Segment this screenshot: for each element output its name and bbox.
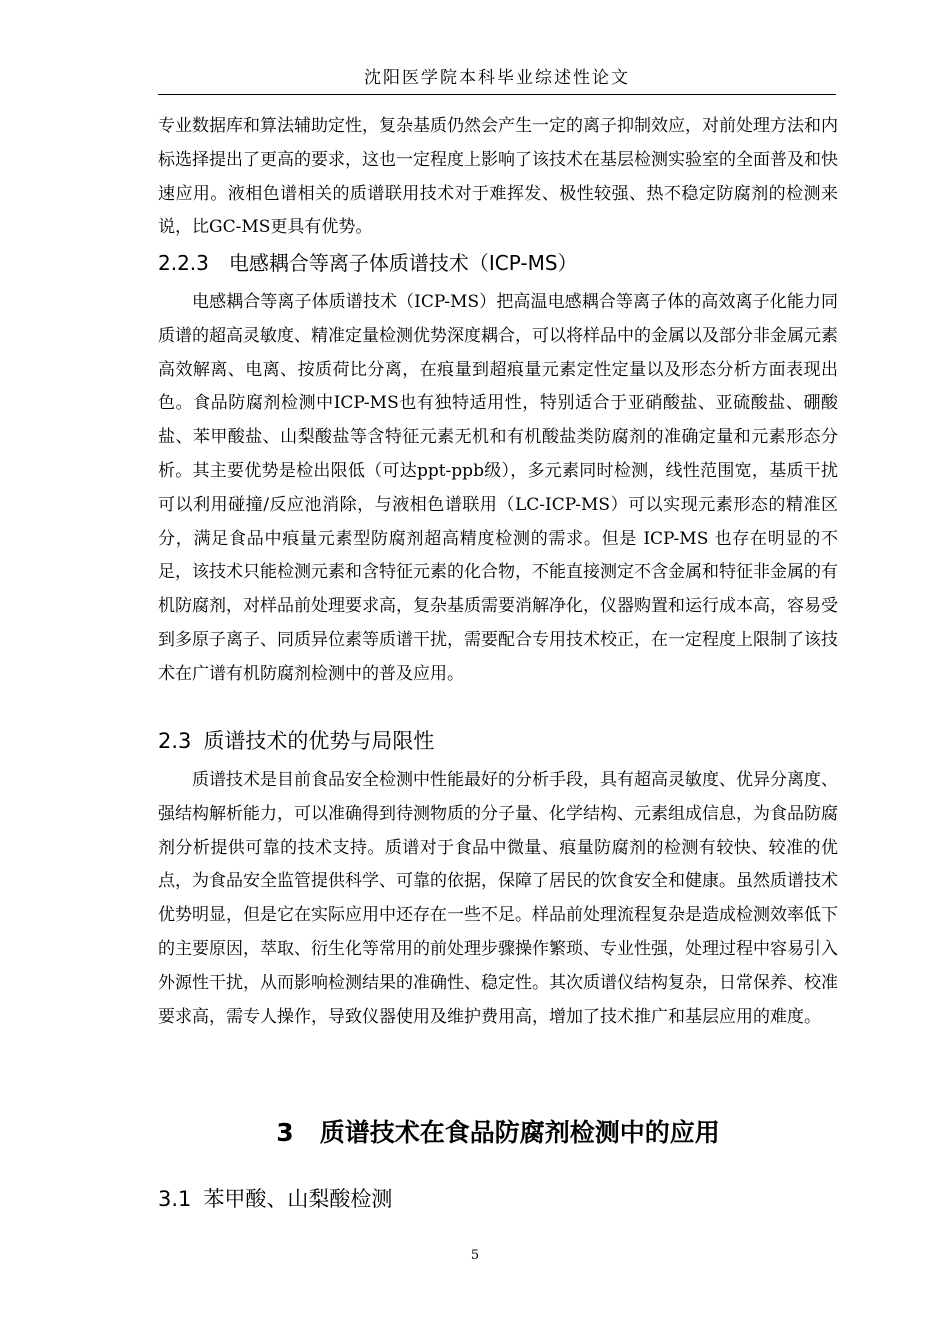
paragraph-icp-ms: 电感耦合等离子体质谱技术（ICP-MS）把高温电感耦合等离子体的高效离子化能力同质谱的超高灵敏度、精准定量检测优势深度耦合，可以将样品中的金属以及部分非金属元素高效解离、电离、按质荷比分离，在痕量到超痕量元素定性定量以及形态分析方面表现出色。食品防腐剂检测中ICP-MS也有独特适用性，特别适合于亚硝酸盐、亚硫酸盐、硼酸盐、苯甲酸盐、山梨酸盐等含特征元素无机和有机酸盐类防腐剂的准确定量和元素形态分析。其主要优势是检出限低（可达ppt-ppb级），多元素同时检测，线性范围宽，基质干扰可以利用碰撞/反应池消除，与液相色谱联用（LC-ICP-MS）可以实现元素形态的精准区分，满足食品中痕量元素型防腐剂超高精度检测的需求。但是 ICP-MS 也存在明显的不足，该技术只能检测元素和含特征元素的化合物，不能直接测定不含金属和特征非金属的有机防腐剂，对样品前处理要求高，复杂基质需要消解净化，仪器购置和运行成本高，容易受到多原子离子、同质异位素等质谱干扰，需要配合专用技术校正，在一定程度上限制了该技术在广谱有机防腐剂检测中的普及应用。: [158, 292, 838, 684]
section-heading-3-1: [158, 1184, 392, 1214]
paragraph-advantages-limitations: 质谱技术是目前食品安全检测中性能最好的分析手段，具有超高灵敏度、优异分离度、强结构解析能力，可以准确得到待测物质的分子量、化学结构、元素组成信息，为食品防腐剂分析提供可靠的技术支持。质谱对于食品中微量、痕量防腐剂的检测有较快、较准的优点，为食品安全监管提供科学、可靠的依据，保障了居民的饮食安全和健康。虽然质谱技术优势明显，但是它在实际应用中还存在一些不足。样品前处理流程复杂是造成检测效率低下的主要原因，萃取、衍生化等常用的前处理步骤操作繁琐、专业性强，处理过程中容易引入外源性干扰，从而影响检测结果的准确性、稳定性。其次质谱仪结构复杂，日常保养、校准要求高，需专人操作，导致仪器使用及维护费用高，增加了技术推广和基层应用的难度。: [158, 770, 838, 1027]
running-header: 沈阳医学院本科毕业综述性论文: [364, 68, 630, 88]
section-heading-2-3: [158, 726, 434, 756]
paragraph-continued: 专业数据库和算法辅助定性，复杂基质仍然会产生一定的离子抑制效应，对前处理方法和内标选择提出了更高的要求，这也一定程度上影响了该技术在基层检测实验室的全面普及和快速应用。液相色谱相关的质谱联用技术对于难挥发、极性较强、热不稳定防腐剂的检测来说，比GC-MS更具有优势。: [158, 116, 838, 238]
chapter-title: 质谱技术在食品防腐剂检测中的应用: [319, 1118, 720, 1147]
section-title: 质谱技术的优势与局限性: [203, 729, 435, 753]
section-number: 3.1: [158, 1187, 192, 1211]
section-number: 2.2.3: [158, 251, 209, 275]
chapter-number: 3: [276, 1118, 294, 1147]
section-heading-2-2-3: [158, 248, 578, 278]
chapter-heading-3: [158, 1116, 838, 1150]
page-number: 5: [470, 1248, 480, 1263]
header-rule: [158, 94, 836, 95]
section-title: 电感耦合等离子体质谱技术（ICP-MS）: [228, 251, 578, 275]
section-title: 苯甲酸、山梨酸检测: [203, 1187, 393, 1211]
section-number: 2.3: [158, 729, 192, 753]
